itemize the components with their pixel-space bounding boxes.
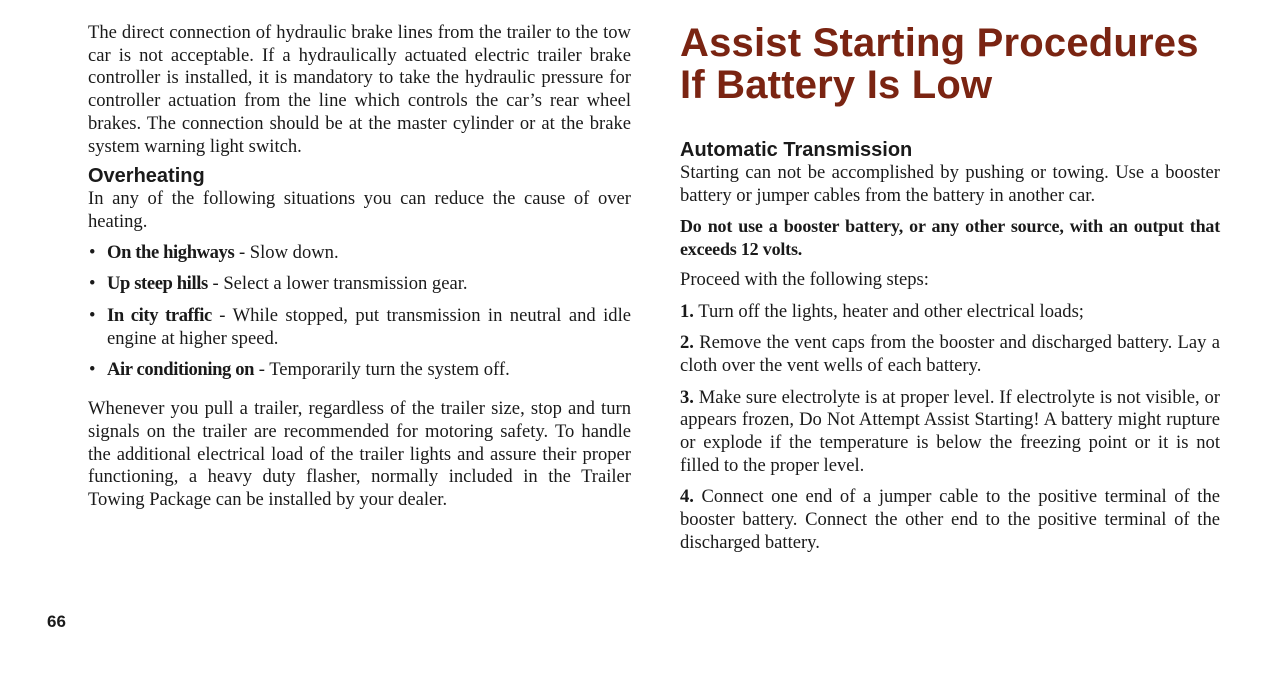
- page-title: [680, 22, 1220, 106]
- bullet-term: Up steep hills: [107, 273, 208, 295]
- bullet-dot-icon: •: [89, 359, 96, 381]
- assist-starting-intro: Starting can not be accomplished by pushing or towing. Use a booster battery or jumper cables from the battery in another car.: [680, 162, 1220, 206]
- title-line-1: Assist Starting Procedures: [680, 21, 1199, 65]
- bullet-highways: [88, 242, 631, 265]
- step-text: Remove the vent caps from the booster and discharged battery. Lay a cloth over the vent wells of each battery.: [680, 332, 1220, 376]
- step-number: 4.: [680, 486, 694, 508]
- bullet-text: - Temporarily turn the system off.: [254, 359, 510, 381]
- bullet-text: - Slow down.: [234, 241, 339, 263]
- bullet-dot-icon: •: [89, 273, 96, 295]
- bullet-air-conditioning: [88, 359, 631, 382]
- step-number: 1.: [680, 300, 694, 322]
- overheating-intro: In any of the following situations you can reduce the cause of over heating.: [88, 188, 631, 232]
- step-3: [680, 387, 1220, 478]
- trailer-lights-paragraph: Whenever you pull a trailer, regardless of the trailer size, stop and turn signals on the trailer are recommended for motoring safety. To handle the additional electrical load of the trailer lights and assure their proper functioning, a heavy duty flasher, normally included in the Trailer Towing Package can be installed by your dealer.: [88, 398, 631, 510]
- bullet-text: - Select a lower transmission gear.: [207, 273, 468, 295]
- left-column: [88, 0, 631, 512]
- right-column: [680, 0, 1220, 555]
- automatic-transmission-heading: Automatic Transmission: [680, 139, 913, 161]
- step-1: [680, 301, 1220, 324]
- step-number: 2.: [680, 332, 694, 354]
- overheating-bullet-list: [88, 242, 631, 383]
- step-text: Turn off the lights, heater and other electrical loads;: [693, 300, 1084, 322]
- bullet-term: In city traffic: [107, 305, 212, 327]
- bullet-city-traffic: [88, 305, 631, 350]
- page-number: 66: [47, 612, 66, 631]
- bullet-text: - While stopped, put transmission in neutral and idle engine at higher speed.: [107, 305, 631, 349]
- step-text: Connect one end of a jumper cable to the positive terminal of the booster battery. Connect the other end to the positive terminal of the discharged battery.: [680, 486, 1220, 553]
- step-text: Make sure electrolyte is at proper level. If electrolyte is not visible, or appears frozen, Do Not Attempt Assist Starting! A battery might rupture or explode if the temperature is below the freezing point or it is not filled to the proper level.: [680, 386, 1220, 476]
- bullet-dot-icon: •: [89, 305, 96, 327]
- voltage-warning: Do not use a booster battery, or any other source, with an output that exceeds 12 volts.: [680, 216, 1220, 260]
- step-number: 3.: [680, 386, 694, 408]
- step-2: [680, 332, 1220, 377]
- title-line-2: If Battery Is Low: [680, 63, 993, 107]
- bullet-term: On the highways: [107, 241, 235, 263]
- overheating-heading: Overheating: [88, 165, 205, 188]
- bullet-term: Air conditioning on: [107, 359, 255, 381]
- bullet-dot-icon: •: [89, 241, 96, 263]
- bullet-steep-hills: [88, 273, 631, 296]
- brake-connection-paragraph: The direct connection of hydraulic brake lines from the trailer to the tow car is not acceptable. If a hydraulically actuated electric trailer brake controller is installed, it is mandatory to take the hydraulic pressure for controller actuation from the line which controls the car’s rear wheel brakes. The connection should be at the master cylinder or at the brake system warning light switch.: [88, 22, 631, 157]
- proceed-text: Proceed with the following steps:: [680, 268, 929, 290]
- step-4: [680, 486, 1220, 554]
